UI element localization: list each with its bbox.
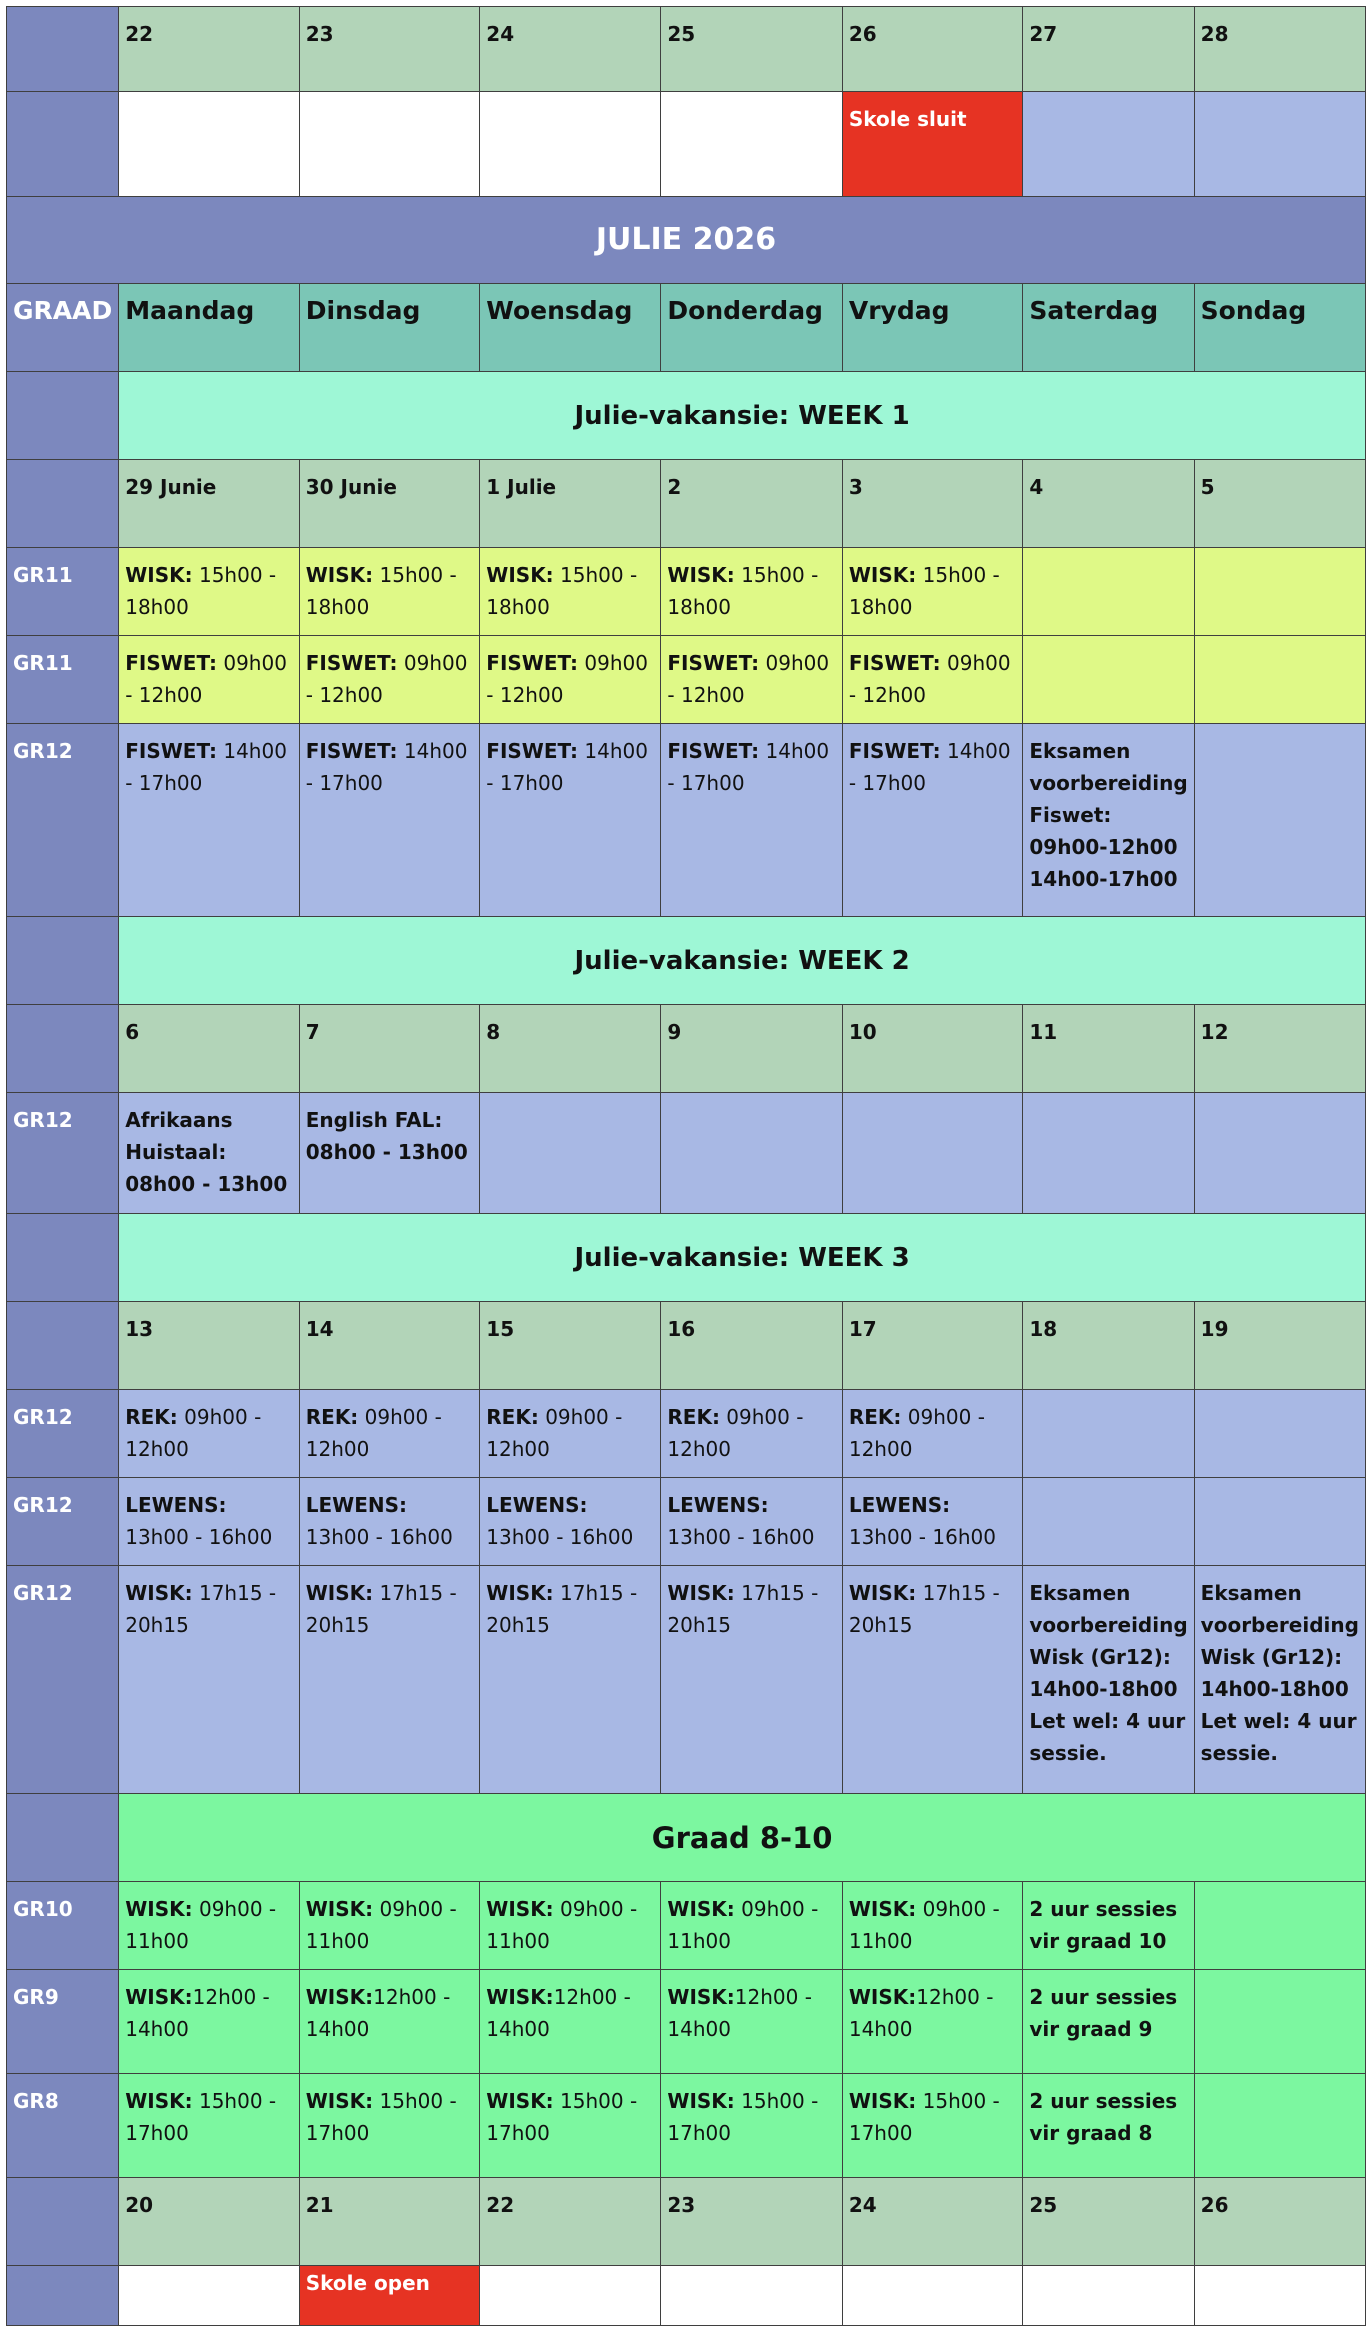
empty-cell: [1194, 1478, 1365, 1566]
date-row: [7, 7, 1366, 92]
day-header: Saterdag: [1023, 284, 1194, 372]
grade-label: GR11: [7, 636, 119, 724]
session-cell: [661, 1566, 842, 1794]
session-cell: [842, 1882, 1023, 1970]
session-row: [7, 1093, 1366, 1214]
subject-label: LEWENS:: [486, 1493, 588, 1517]
time-label: 17h15 - 20h15: [486, 1581, 638, 1637]
subject-label: WISK:: [486, 1985, 554, 2009]
exam-prep-cell: Eksamen voorbereiding Wisk (Gr12): 14h00-18h00 Let wel: 4 uur sessie.: [1194, 1566, 1365, 1794]
grade-label: GR9: [7, 1970, 119, 2074]
subject-label: WISK:: [125, 2089, 193, 2113]
date-cell: 18: [1023, 1302, 1194, 1390]
grade-label: GR8: [7, 2074, 119, 2178]
grade-label: GR10: [7, 1882, 119, 1970]
session-cell: [842, 1390, 1023, 1478]
day-header: Maandag: [119, 284, 300, 372]
subject-label: WISK:: [667, 2089, 735, 2113]
empty-cell: [1194, 724, 1365, 917]
empty-cell: [1194, 548, 1365, 636]
subject-label: WISK:: [848, 2089, 917, 2113]
time-label: 15h00 - 18h00: [667, 563, 819, 619]
grade-label: GR12: [7, 724, 119, 917]
time-label: 15h00 - 17h00: [125, 2089, 277, 2145]
empty-cell: [1194, 1093, 1365, 1214]
time-label: 09h00 - 12h00: [305, 651, 468, 707]
date-cell: 24: [480, 7, 661, 92]
empty-cell: [1023, 548, 1194, 636]
session-cell: [661, 1970, 842, 2074]
grade-cell: [7, 7, 119, 92]
date-cell: 9: [661, 1005, 842, 1093]
time-label: 17h15 - 20h15: [667, 1581, 819, 1637]
subject-label: WISK:: [667, 563, 735, 587]
empty-cell: [480, 1093, 661, 1214]
subject-label: FISWET:: [125, 651, 217, 675]
session-row: [7, 2074, 1366, 2178]
session-row: [7, 636, 1366, 724]
session-cell: [119, 1390, 300, 1478]
session-row: [7, 1970, 1366, 2074]
session-cell: [842, 1970, 1023, 2074]
session-cell: [842, 1478, 1023, 1566]
grade-cell: [7, 917, 119, 1005]
empty-cell: [1023, 1390, 1194, 1478]
session-cell: [119, 1882, 300, 1970]
session-cell: English FAL: 08h00 - 13h00: [299, 1093, 480, 1214]
session-cell: [661, 636, 842, 724]
saturday-note: 2 uur sessies vir graad 10: [1023, 1882, 1194, 1970]
time-label: 13h00 - 16h00: [486, 1525, 634, 1549]
time-label: 12h00 - 14h00: [848, 1985, 994, 2041]
grade-label: GR12: [7, 1566, 119, 1794]
date-row: [7, 2178, 1366, 2266]
subject-label: WISK:: [305, 2089, 374, 2113]
time-label: 14h00 - 17h00: [305, 739, 468, 795]
subject-label: WISK:: [486, 563, 554, 587]
subject-label: WISK:: [125, 1985, 193, 2009]
subject-label: WISK:: [486, 1581, 554, 1605]
date-cell: 25: [661, 7, 842, 92]
time-label: 09h00 - 11h00: [125, 1897, 277, 1953]
date-cell: 8: [480, 1005, 661, 1093]
session-cell: [480, 1390, 661, 1478]
subject-label: WISK:: [305, 1985, 374, 2009]
session-cell: [480, 1882, 661, 1970]
empty-cell: [842, 1093, 1023, 1214]
session-row: [7, 548, 1366, 636]
session-cell: [299, 1566, 480, 1794]
time-label: 09h00 - 12h00: [848, 1405, 985, 1461]
date-cell: 11: [1023, 1005, 1194, 1093]
session-cell: [299, 1478, 480, 1566]
time-label: 15h00 - 18h00: [125, 563, 277, 619]
grade-cell: [7, 92, 119, 197]
session-cell: [119, 1478, 300, 1566]
session-cell: [299, 2074, 480, 2178]
session-cell: Afrikaans Huistaal: 08h00 - 13h00: [119, 1093, 300, 1214]
date-cell: 22: [119, 7, 300, 92]
time-label: 09h00 - 11h00: [848, 1897, 1000, 1953]
date-cell: 20: [119, 2178, 300, 2266]
empty-cell: [661, 2266, 842, 2326]
subject-label: FISWET:: [305, 739, 398, 763]
subject-label: WISK:: [667, 1581, 735, 1605]
subject-label: WISK:: [125, 1897, 193, 1921]
subject-label: FISWET:: [848, 739, 941, 763]
time-label: 09h00 - 12h00: [667, 1405, 804, 1461]
session-cell: [842, 1566, 1023, 1794]
date-cell: 25: [1023, 2178, 1194, 2266]
session-cell: [661, 548, 842, 636]
date-cell: 6: [119, 1005, 300, 1093]
session-cell: [480, 1970, 661, 2074]
subject-label: LEWENS:: [305, 1493, 408, 1517]
subject-label: FISWET:: [305, 651, 398, 675]
time-label: 15h00 - 18h00: [305, 563, 457, 619]
empty-cell: [661, 92, 842, 197]
day-header: Vrydag: [842, 284, 1023, 372]
grade-label: GR11: [7, 548, 119, 636]
date-row: [7, 1302, 1366, 1390]
empty-cell: [480, 92, 661, 197]
month-title: JULIE 2026: [7, 197, 1366, 284]
subject-label: REK:: [667, 1405, 720, 1429]
date-cell: 26: [1194, 2178, 1365, 2266]
date-cell: 23: [661, 2178, 842, 2266]
session-cell: [480, 636, 661, 724]
time-label: 09h00 - 12h00: [486, 1405, 623, 1461]
subject-label: WISK:: [848, 1581, 917, 1605]
date-cell: 21: [299, 2178, 480, 2266]
session-cell: [842, 548, 1023, 636]
grade-header: GRAAD: [7, 284, 119, 372]
time-label: 15h00 - 17h00: [305, 2089, 457, 2145]
session-row: [7, 1566, 1366, 1794]
subject-label: FISWET:: [486, 651, 579, 675]
grade-cell: [7, 1214, 119, 1302]
time-label: 15h00 - 17h00: [848, 2089, 1000, 2145]
empty-cell: [1194, 1390, 1365, 1478]
subject-label: FISWET:: [848, 651, 941, 675]
time-label: 15h00 - 17h00: [667, 2089, 819, 2145]
grade-label: GR12: [7, 1093, 119, 1214]
subject-label: WISK:: [486, 1897, 554, 1921]
time-label: 09h00 - 12h00: [125, 651, 287, 707]
time-label: 12h00 - 14h00: [486, 1985, 631, 2041]
time-label: 15h00 - 18h00: [848, 563, 1000, 619]
date-cell: 26: [842, 7, 1023, 92]
day-header: Sondag: [1194, 284, 1365, 372]
session-cell: [119, 1970, 300, 2074]
time-label: 17h15 - 20h15: [848, 1581, 1000, 1637]
date-cell: 12: [1194, 1005, 1365, 1093]
time-label: 09h00 - 12h00: [486, 651, 648, 707]
exam-prep-cell: Eksamen voorbereiding Fiswet: 09h00-12h00 14h00-17h00: [1023, 724, 1194, 917]
subject-label: WISK:: [486, 2089, 554, 2113]
date-cell: 14: [299, 1302, 480, 1390]
session-cell: [480, 1478, 661, 1566]
session-row: [7, 1390, 1366, 1478]
session-cell: [480, 2074, 661, 2178]
time-label: 09h00 - 11h00: [667, 1897, 819, 1953]
session-cell: [842, 724, 1023, 917]
session-cell: [119, 548, 300, 636]
session-cell: [119, 724, 300, 917]
session-cell: [661, 2074, 842, 2178]
event-row: [7, 2266, 1366, 2326]
session-cell: [299, 1390, 480, 1478]
date-cell: 23: [299, 7, 480, 92]
grade-cell: [7, 2266, 119, 2326]
empty-cell: [1194, 1882, 1365, 1970]
date-cell: 4: [1023, 460, 1194, 548]
session-row: [7, 724, 1366, 917]
session-cell: [119, 636, 300, 724]
time-label: 13h00 - 16h00: [848, 1525, 996, 1549]
subject-label: FISWET:: [667, 651, 760, 675]
date-cell: 22: [480, 2178, 661, 2266]
empty-cell: [119, 92, 300, 197]
date-cell: 1 Julie: [480, 460, 661, 548]
week-banner: Julie-vakansie: WEEK 3: [119, 1214, 1366, 1302]
session-cell: [661, 1390, 842, 1478]
time-label: 14h00 - 17h00: [667, 739, 830, 795]
time-label: 09h00 - 12h00: [125, 1405, 262, 1461]
session-cell: [480, 548, 661, 636]
day-header: Donderdag: [661, 284, 842, 372]
session-cell: [661, 1882, 842, 1970]
time-label: 13h00 - 16h00: [305, 1525, 453, 1549]
date-cell: 10: [842, 1005, 1023, 1093]
subject-label: WISK:: [125, 1581, 193, 1605]
empty-cell: [1023, 92, 1194, 197]
session-cell: [661, 1478, 842, 1566]
week-banner: Julie-vakansie: WEEK 2: [119, 917, 1366, 1005]
session-cell: [119, 1566, 300, 1794]
session-row: [7, 1478, 1366, 1566]
session-cell: [299, 1882, 480, 1970]
week-banner: Julie-vakansie: WEEK 1: [119, 372, 1366, 460]
grade-label: GR12: [7, 1478, 119, 1566]
time-label: 12h00 - 14h00: [667, 1985, 812, 2041]
date-cell: 19: [1194, 1302, 1365, 1390]
grade-cell: [7, 1794, 119, 1882]
grade-cell: [7, 372, 119, 460]
school-opens-cell: Skole open: [299, 2266, 480, 2326]
junior-banner: Graad 8-10: [119, 1794, 1366, 1882]
empty-cell: [1023, 2266, 1194, 2326]
date-row: [7, 1005, 1366, 1093]
subject-label: REK:: [305, 1405, 359, 1429]
empty-cell: [1023, 1478, 1194, 1566]
session-row: [7, 1882, 1366, 1970]
subject-label: FISWET:: [667, 739, 760, 763]
subject-label: REK:: [848, 1405, 902, 1429]
session-cell: [299, 724, 480, 917]
time-label: 09h00 - 12h00: [305, 1405, 442, 1461]
session-cell: [480, 1566, 661, 1794]
subject-label: LEWENS:: [667, 1493, 769, 1517]
date-cell: 28: [1194, 7, 1365, 92]
subject-label: REK:: [486, 1405, 539, 1429]
exam-prep-cell: Eksamen voorbereiding Wisk (Gr12): 14h00-18h00 Let wel: 4 uur sessie.: [1023, 1566, 1194, 1794]
subject-label: WISK:: [667, 1985, 735, 2009]
empty-cell: [1194, 1970, 1365, 2074]
grade-cell: [7, 2178, 119, 2266]
session-cell: [661, 724, 842, 917]
empty-cell: [1194, 92, 1365, 197]
date-cell: 13: [119, 1302, 300, 1390]
grade-cell: [7, 460, 119, 548]
empty-cell: [1023, 1093, 1194, 1214]
session-cell: [842, 2074, 1023, 2178]
time-label: 12h00 - 14h00: [125, 1985, 270, 2041]
time-label: 15h00 - 18h00: [486, 563, 638, 619]
time-label: 13h00 - 16h00: [125, 1525, 273, 1549]
date-cell: 2: [661, 460, 842, 548]
date-cell: 27: [1023, 7, 1194, 92]
time-label: 09h00 - 12h00: [848, 651, 1011, 707]
time-label: 17h15 - 20h15: [125, 1581, 277, 1637]
session-cell: [299, 1970, 480, 2074]
date-cell: 3: [842, 460, 1023, 548]
grade-cell: [7, 1005, 119, 1093]
date-cell: 7: [299, 1005, 480, 1093]
subject-label: WISK:: [125, 563, 193, 587]
empty-cell: [1194, 636, 1365, 724]
time-label: 09h00 - 12h00: [667, 651, 830, 707]
day-header: Dinsdag: [299, 284, 480, 372]
time-label: 17h15 - 20h15: [305, 1581, 457, 1637]
empty-cell: [119, 2266, 300, 2326]
session-cell: [299, 548, 480, 636]
session-cell: [480, 724, 661, 917]
subject-label: WISK:: [667, 1897, 735, 1921]
empty-cell: [480, 2266, 661, 2326]
grade-cell: [7, 1302, 119, 1390]
subject-label: WISK:: [305, 1897, 374, 1921]
date-cell: 30 Junie: [299, 460, 480, 548]
date-cell: 29 Junie: [119, 460, 300, 548]
saturday-note: 2 uur sessies vir graad 9: [1023, 1970, 1194, 2074]
subject-label: WISK:: [305, 563, 374, 587]
day-header: Woensdag: [480, 284, 661, 372]
empty-cell: [299, 92, 480, 197]
time-label: 15h00 - 17h00: [486, 2089, 638, 2145]
empty-cell: [842, 2266, 1023, 2326]
time-label: 09h00 - 11h00: [486, 1897, 638, 1953]
grade-label: GR12: [7, 1390, 119, 1478]
session-cell: [299, 636, 480, 724]
subject-label: FISWET:: [486, 739, 579, 763]
date-cell: 5: [1194, 460, 1365, 548]
empty-cell: [1023, 636, 1194, 724]
date-cell: 24: [842, 2178, 1023, 2266]
time-label: 14h00 - 17h00: [486, 739, 648, 795]
holiday-timetable: [6, 6, 1366, 2326]
date-cell: 16: [661, 1302, 842, 1390]
subject-label: WISK:: [848, 563, 917, 587]
session-cell: [842, 636, 1023, 724]
subject-label: LEWENS:: [848, 1493, 951, 1517]
day-header-row: [7, 284, 1366, 372]
date-cell: 17: [842, 1302, 1023, 1390]
time-label: 13h00 - 16h00: [667, 1525, 815, 1549]
time-label: 14h00 - 17h00: [848, 739, 1011, 795]
subject-label: WISK:: [848, 1897, 917, 1921]
subject-label: REK:: [125, 1405, 178, 1429]
time-label: 09h00 - 11h00: [305, 1897, 457, 1953]
subject-label: LEWENS:: [125, 1493, 227, 1517]
empty-cell: [1194, 2074, 1365, 2178]
date-cell: 15: [480, 1302, 661, 1390]
event-row: [7, 92, 1366, 197]
empty-cell: [1194, 2266, 1365, 2326]
subject-label: FISWET:: [125, 739, 217, 763]
session-cell: [119, 2074, 300, 2178]
time-label: 12h00 - 14h00: [305, 1985, 451, 2041]
saturday-note: 2 uur sessies vir graad 8: [1023, 2074, 1194, 2178]
time-label: 14h00 - 17h00: [125, 739, 287, 795]
date-row: [7, 460, 1366, 548]
subject-label: WISK:: [848, 1985, 917, 2009]
subject-label: WISK:: [305, 1581, 374, 1605]
empty-cell: [661, 1093, 842, 1214]
school-closes-cell: Skole sluit: [842, 92, 1023, 197]
